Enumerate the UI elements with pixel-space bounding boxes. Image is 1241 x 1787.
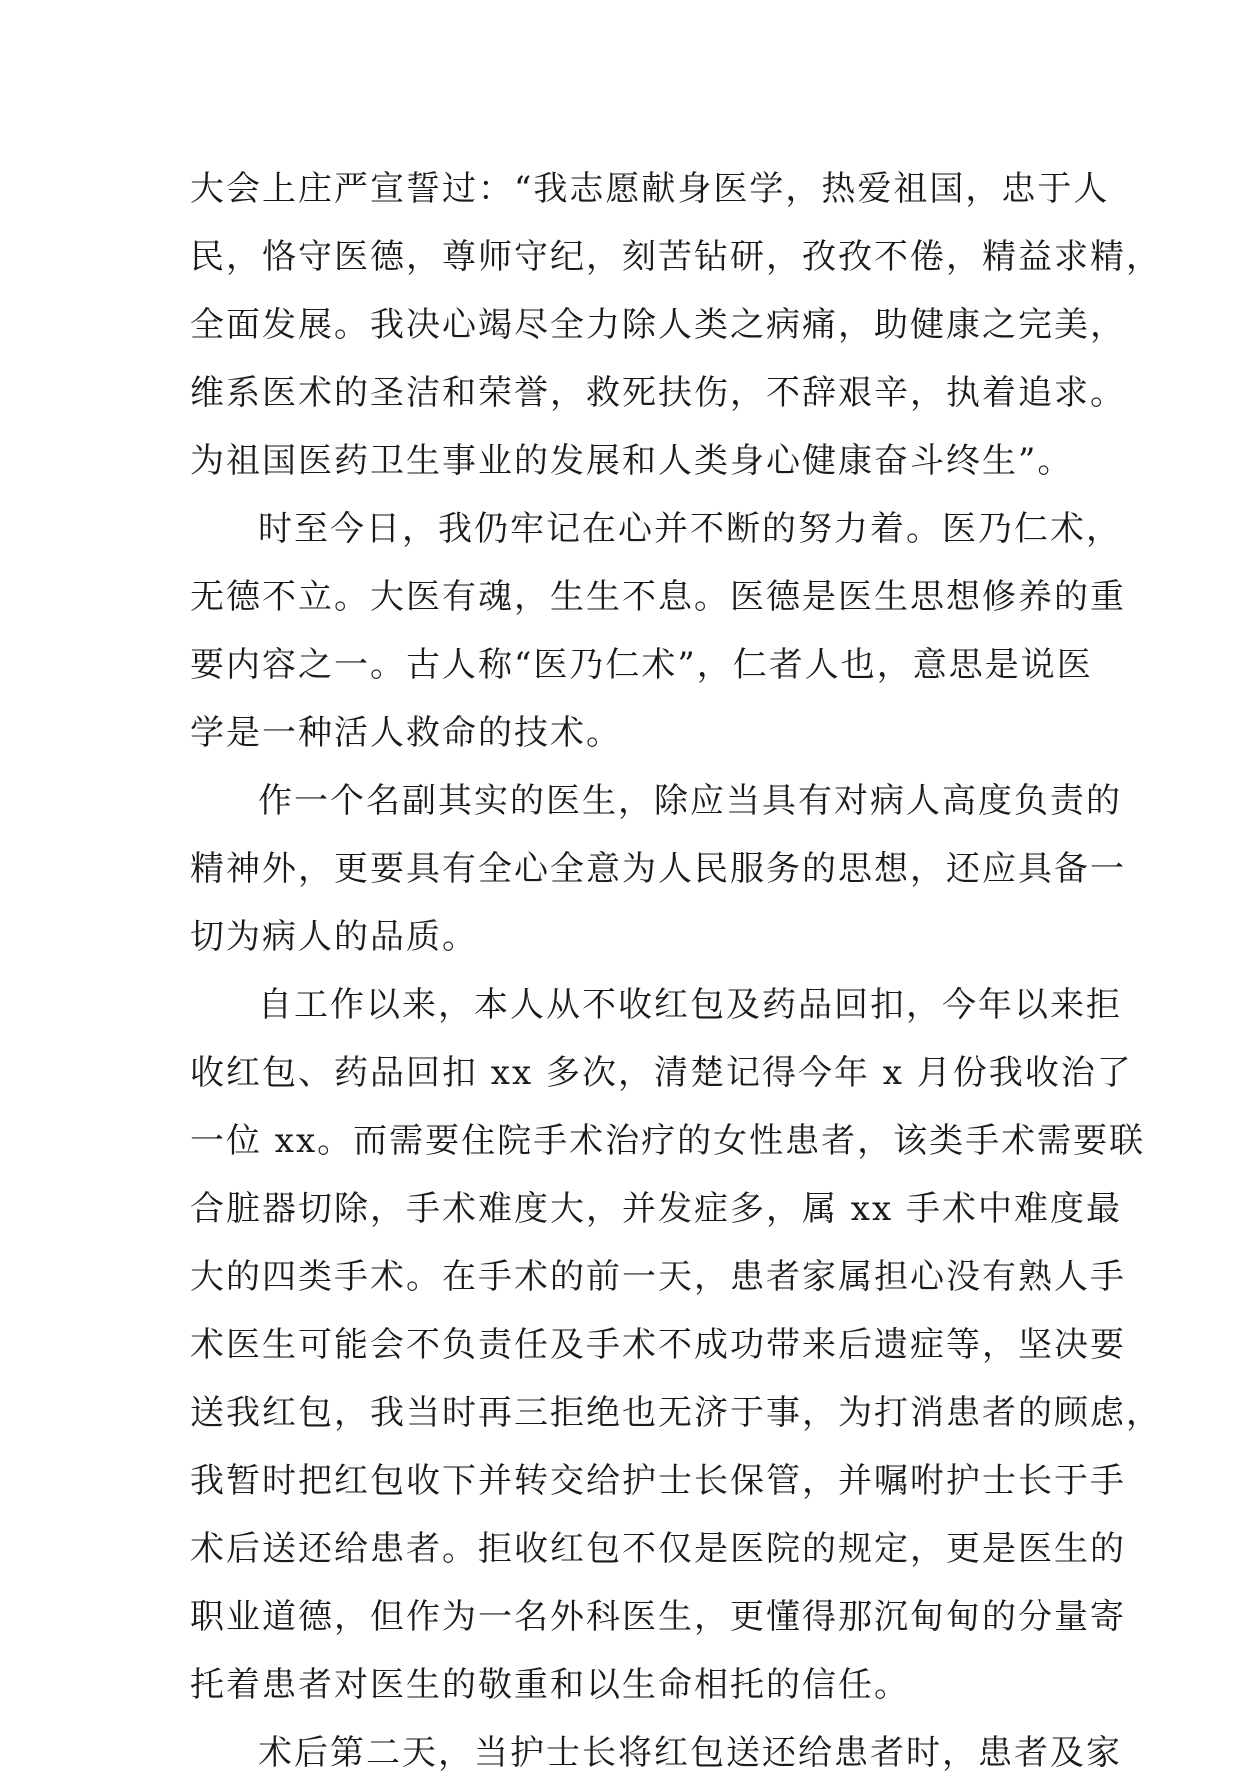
text-line: 为祖国医药卫生事业的发展和人类身心健康奋斗终生”。 bbox=[190, 441, 1074, 481]
text-line: 我暂时把红包收下并转交给护士长保管，并嘱咐护士长于手 bbox=[190, 1461, 1126, 1501]
paragraph-first-line: 作一个名副其实的医生，除应当具有对病人高度负责的 bbox=[258, 781, 1122, 821]
text-line: 民，恪守医德，尊师守纪，刻苦钻研，孜孜不倦，精益求精， bbox=[190, 237, 1162, 277]
text-line: 全面发展。我决心竭尽全力除人类之病痛，助健康之完美， bbox=[190, 305, 1126, 345]
text-line: 送我红包，我当时再三拒绝也无济于事，为打消患者的顾虑， bbox=[190, 1393, 1162, 1433]
text-line: 大的四类手术。在手术的前一天，患者家属担心没有熟人手 bbox=[190, 1257, 1126, 1297]
document-body bbox=[190, 155, 1162, 1787]
text-line: 收红包、药品回扣 xx 多次，清楚记得今年 x 月份我收治了 bbox=[190, 1053, 1133, 1093]
text-line: 一位 xx。而需要住院手术治疗的女性患者，该类手术需要联 bbox=[190, 1121, 1146, 1161]
text-line: 无德不立。大医有魂，生生不息。医德是医生思想修养的重 bbox=[190, 577, 1126, 617]
text-line: 大会上庄严宣誓过：“我志愿献身医学，热爱祖国，忠于人 bbox=[190, 169, 1110, 209]
text-line: 学是一种活人救命的技术。 bbox=[190, 713, 622, 753]
text-line: 术后送还给患者。拒收红包不仅是医院的规定，更是医生的 bbox=[190, 1529, 1126, 1569]
paragraph-first-line: 时至今日，我仍牢记在心并不断的努力着。医乃仁术， bbox=[258, 509, 1122, 549]
paragraph-first-line: 术后第二天，当护士长将红包送还给患者时，患者及家 bbox=[258, 1733, 1122, 1773]
text-line: 术医生可能会不负责任及手术不成功带来后遗症等，坚决要 bbox=[190, 1325, 1126, 1365]
text-line: 职业道德，但作为一名外科医生，更懂得那沉甸甸的分量寄 bbox=[190, 1597, 1126, 1637]
text-line: 维系医术的圣洁和荣誉，救死扶伤，不辞艰辛，执着追求。 bbox=[190, 373, 1126, 413]
text-line: 合脏器切除，手术难度大，并发症多，属 xx 手术中难度最 bbox=[190, 1189, 1122, 1229]
text-line: 要内容之一。古人称“医乃仁术”，仁者人也，意思是说医 bbox=[190, 645, 1093, 685]
text-line: 切为病人的品质。 bbox=[190, 917, 478, 957]
paragraph-first-line: 自工作以来，本人从不收红包及药品回扣，今年以来拒 bbox=[258, 985, 1122, 1025]
text-line: 精神外，更要具有全心全意为人民服务的思想，还应具备一 bbox=[190, 849, 1126, 889]
text-line: 托着患者对医生的敬重和以生命相托的信任。 bbox=[190, 1665, 910, 1705]
